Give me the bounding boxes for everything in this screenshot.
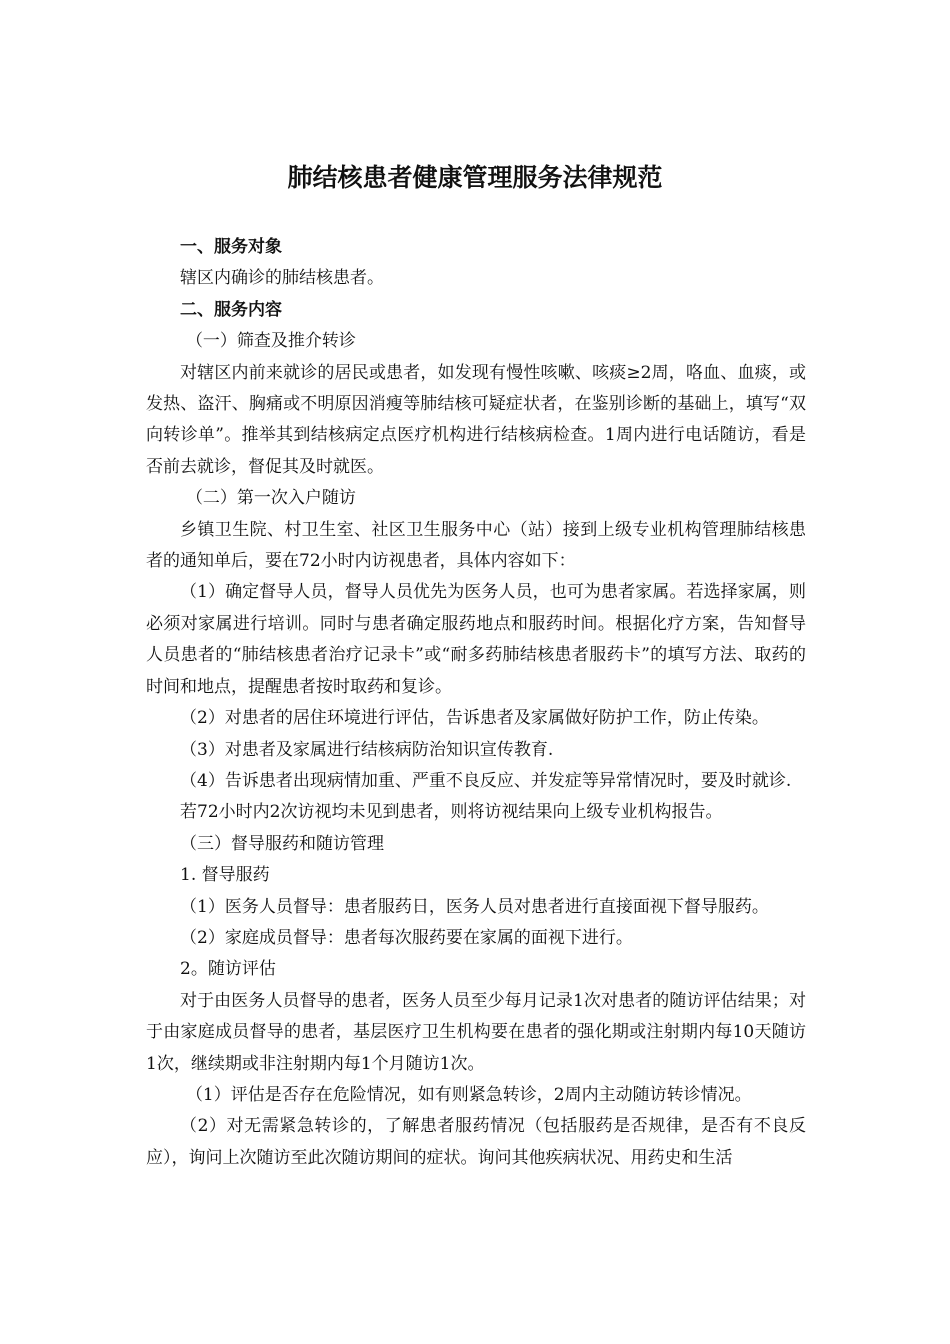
- paragraph: （1）确定督导人员，督导人员优先为医务人员，也可为患者家属。若选择家属，则必须对家属进行培训。同时与患者确定服药地点和服药时间。根据化疗方案，告知督导人员患者的“肺结核患者治疗记录卡”或“耐多药肺结核患者服药卡”的填写方法、取药的时间和地点，提醒患者按时取药和复诊。: [146, 582, 806, 697]
- paragraph: 若72小时内2次访视均未见到患者，则将访视结果向上级专业机构报告。: [180, 802, 723, 823]
- numbered-heading: 1. 督导服药: [180, 865, 270, 886]
- document-body: [146, 232, 806, 1174]
- paragraph: 对辖区内前来就诊的居民或患者，如发现有慢性咳嗽、咳痰≥2周，咯血、血痰，或发热、盗汗、胸痛或不明原因消瘦等肺结核可疑症状者，在鉴别诊断的基础上，填写“双向转诊单”。推举其到结核病定点医疗机构进行结核病检查。1周内进行电话随访，看是否前去就诊，督促其及时就医。: [146, 362, 806, 477]
- document-title: 肺结核患者健康管理服务法律规范: [287, 163, 663, 192]
- section-heading: 二、服务内容: [180, 299, 282, 320]
- paragraph: 对于由医务人员督导的患者，医务人员至少每月记录1次对患者的随访评估结果；对于由家庭成员督导的患者，基层医疗卫生机构要在患者的强化期或注射期内每10天随访1次，继续期或非注射期内每1个月随访1次。: [146, 990, 806, 1074]
- subsection-heading: （二）第一次入户随访: [185, 488, 356, 509]
- section-heading: 一、服务对象: [180, 237, 282, 257]
- paragraph: （2）对患者的居住环境进行评估，告诉患者及家属做好防护工作，防止传染。: [180, 708, 769, 729]
- numbered-heading: 2。随访评估: [180, 959, 276, 980]
- paragraph: （2）对无需紧急转诊的，了解患者服药情况（包括服药是否规律，是否有不良反应），询问上次随访至此次随访期间的症状。询问其他疾病状况、用药史和生活: [146, 1116, 806, 1168]
- paragraph: （1）评估是否存在危险情况，如有则紧急转诊，2周内主动随访转诊情况。: [185, 1084, 752, 1105]
- subsection-heading: （三）督导服药和随访管理: [180, 833, 384, 854]
- subsection-heading: （一）筛查及推介转诊: [185, 331, 356, 352]
- paragraph: 辖区内确诊的肺结核患者。: [180, 268, 384, 289]
- paragraph: 乡镇卫生院、村卫生室、社区卫生服务中心（站）接到上级专业机构管理肺结核患者的通知单后，要在72小时内访视患者，具体内容如下：: [146, 519, 806, 572]
- paragraph: （1）医务人员督导：患者服药日，医务人员对患者进行直接面视下督导服药。: [180, 896, 769, 917]
- paragraph: （3）对患者及家属进行结核病防治知识宣传教育.: [180, 739, 554, 760]
- paragraph: （4）告诉患者出现病情加重、严重不良反应、并发症等异常情况时，要及时就诊.: [180, 770, 792, 791]
- paragraph: （2）家庭成员督导：患者每次服药要在家属的面视下进行。: [180, 927, 633, 948]
